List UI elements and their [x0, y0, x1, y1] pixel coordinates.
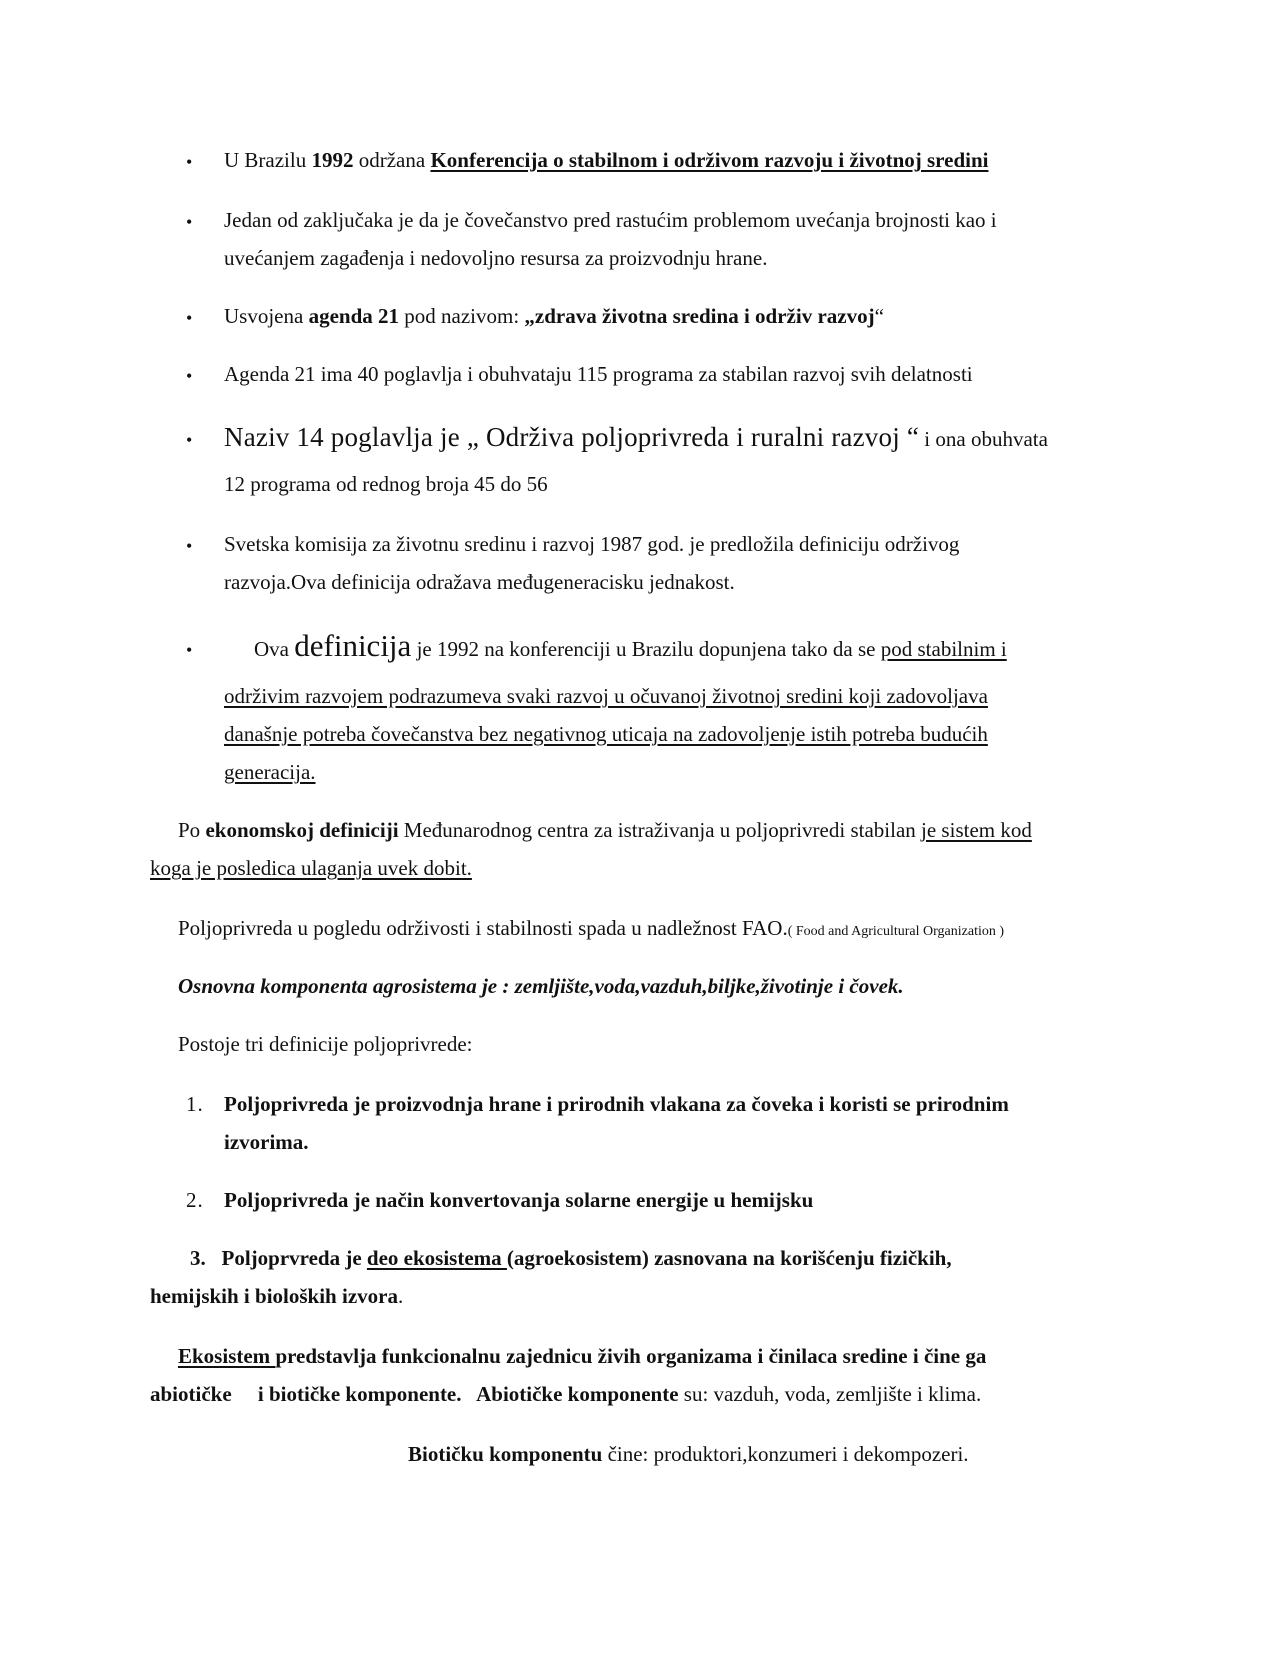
bullet: •: [186, 308, 193, 328]
bullet-item-5-line1: Naziv 14 poglavlja je „ Održiva poljoprivreda i ruralni razvoj “ i ona obuhvata: [224, 422, 1048, 452]
bullet-item-7-line2: održivim razvojem podrazumeva svaki razvoj u očuvanoj životnoj sredini koji zadovoljava: [224, 684, 988, 708]
paragraph-fao: Poljoprivreda u pogledu održivosti i stabilnosti spada u nadležnost FAO.( Food and Agricultural Organization ): [178, 916, 1005, 940]
bullet-item-2-line2: uvećanjem zagađenja i nedovoljno resursa za proizvodnju hrane.: [224, 246, 768, 270]
paragraph-definitions-intro: Postoje tri definicije poljoprivrede:: [178, 1032, 473, 1056]
bullet: •: [186, 640, 193, 660]
bullet-item-4: Agenda 21 ima 40 poglavlja i obuhvataju 115 programa za stabilan razvoj svih delatnosti: [224, 362, 973, 386]
bullet-item-7-line3: današnje potreba čovečanstva bez negativnog uticaja na zadovoljenje istih potreba budućih: [224, 722, 988, 746]
bullet-item-7-line1: Ova definicija je 1992 na konferenciji u Brazilu dopunjena tako da se pod stabilnim i: [254, 628, 1007, 663]
list-item-2: Poljoprivreda je način konvertovanja solarne energije u hemijsku: [224, 1188, 814, 1212]
paragraph-biotic: Biotičku komponentu čine: produktori,konzumeri i dekompozeri.: [408, 1442, 969, 1466]
conference-title: Konferencija o stabilnom i održivom razvoju i životnoj sredini: [430, 148, 989, 172]
paragraph-ecosystem-line1: Ekosistem predstavlja funkcionalnu zajednicu živih organizama i činilaca sredine i čine ga: [178, 1344, 987, 1368]
bullet: •: [186, 212, 193, 232]
paragraph-economic-line1: Po ekonomskoj definiciji Međunarodnog centra za istraživanja u poljoprivredi stabilan je sistem kod: [178, 818, 1032, 842]
bullet-item-2-line1: Jedan od zaključaka je da je čovečanstvo pred rastućim problemom uvećanja brojnosti kao i: [224, 208, 997, 232]
list-item-3-line1: 3. Poljoprvreda je deo ekosistema (agroekosistem) zasnovana na korišćenju fizičkih,: [190, 1246, 952, 1270]
bullet: •: [186, 430, 193, 450]
bullet-item-7-line4: generacija.: [224, 760, 316, 784]
bullet-item-1: U Brazilu 1992 održana Konferencija o stabilnom i održivom razvoju i životnoj sredini: [224, 148, 989, 172]
bullet-item-5-line2: 12 programa od rednog broja 45 do 56: [224, 472, 548, 496]
bullet: •: [186, 366, 193, 386]
list-number-2: 2.: [186, 1188, 204, 1212]
list-item-1-line2: izvorima.: [224, 1130, 309, 1154]
bullet-item-3: Usvojena agenda 21 pod nazivom: „zdrava životna sredina i održiv razvoj“: [224, 304, 884, 328]
list-item-3-line2: hemijskih i bioloških izvora.: [150, 1284, 404, 1308]
bullet: •: [186, 152, 193, 172]
bullet-item-6-line1: Svetska komisija za životnu sredinu i razvoj 1987 god. je predložila definiciju održivog: [224, 532, 960, 556]
list-item-1-line1: Poljoprivreda je proizvodnja hrane i prirodnih vlakana za čoveka i koristi se prirodnim: [224, 1092, 1009, 1116]
bullet-item-6-line2: razvoja.Ova definicija odražava međugeneracisku jednakost.: [224, 570, 735, 594]
list-number-1: 1.: [186, 1092, 204, 1116]
bullet: •: [186, 536, 193, 556]
paragraph-ecosystem-line2: abiotičke i biotičke komponente. Abiotičke komponente su: vazduh, voda, zemljište i klima.: [150, 1382, 982, 1406]
paragraph-components: Osnovna komponenta agrosistema je : zemljište,voda,vazduh,biljke,životinje i čovek.: [178, 974, 904, 998]
paragraph-economic-line2: koga je posledica ulaganja uvek dobit.: [150, 856, 472, 880]
